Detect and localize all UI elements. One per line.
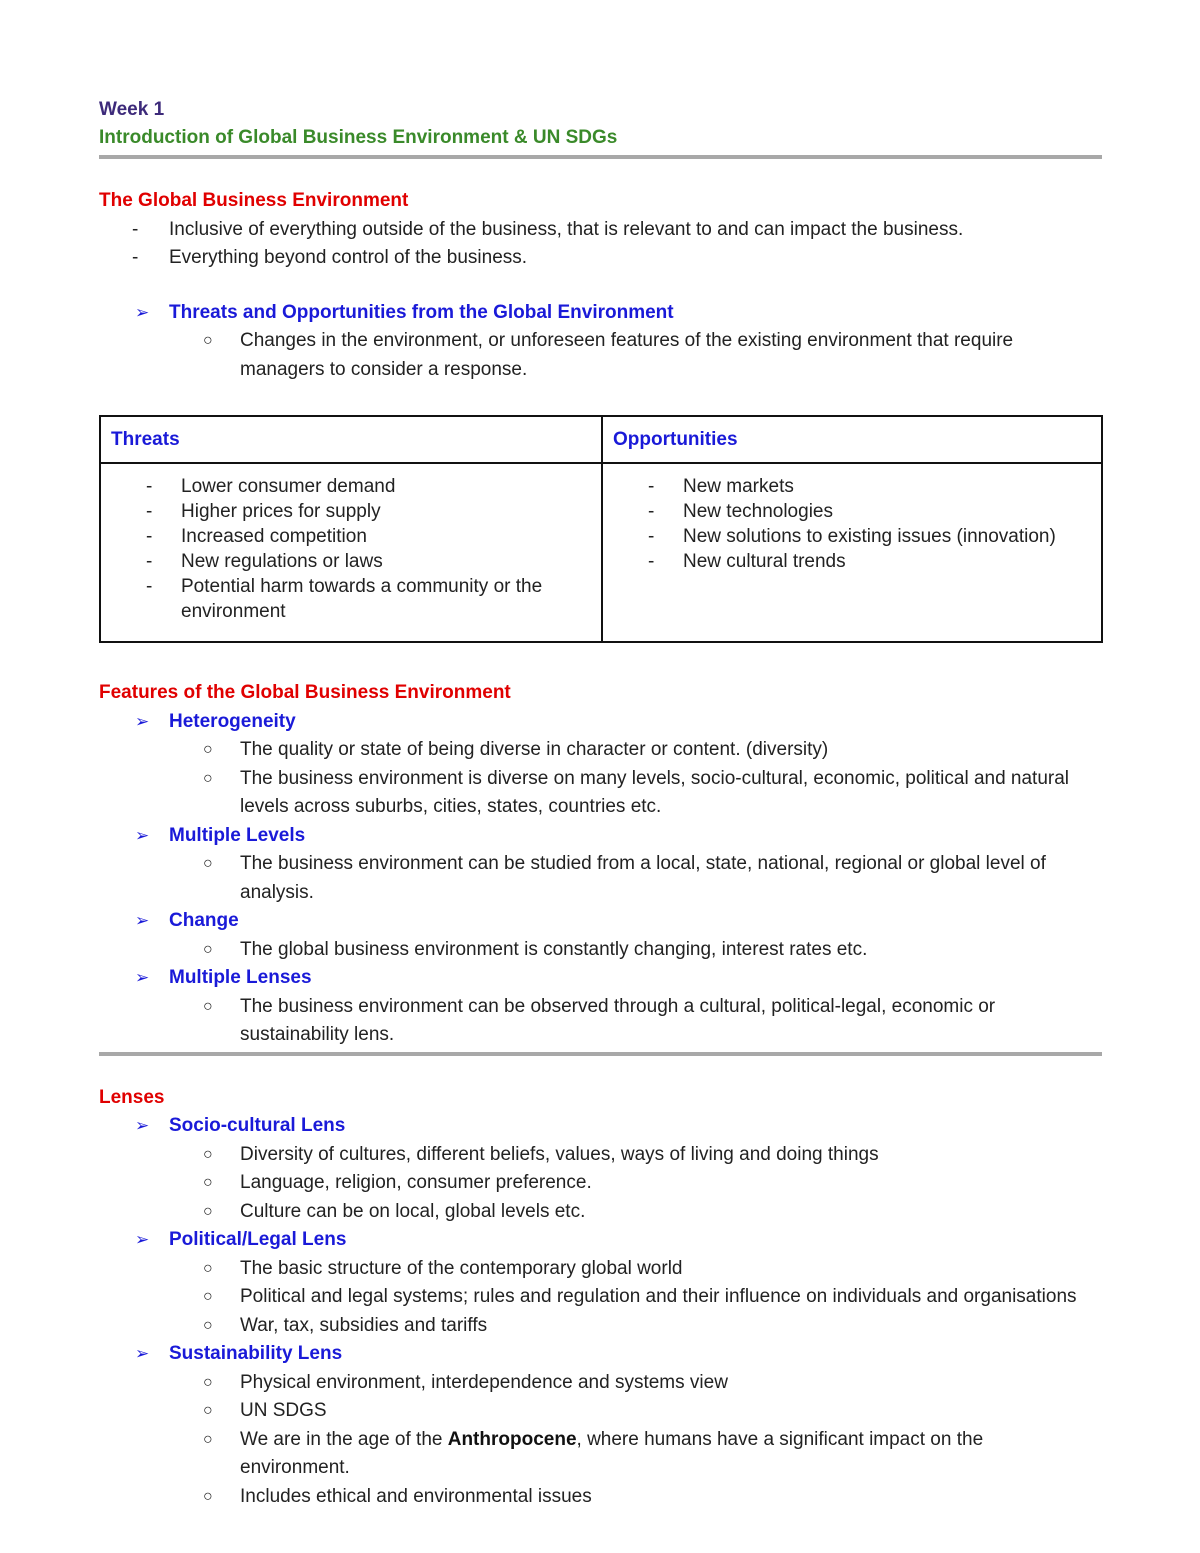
opportunities-header: Opportunities [602,416,1102,463]
lens-heading-socio-cultural: ➢ Socio-cultural Lens [99,1112,1102,1141]
list-item: ○ War, tax, subsidies and tariffs [99,1312,1102,1341]
circle-bullet-icon: ○ [203,1288,213,1305]
list-item: ○ The basic structure of the contemporary global world [99,1255,1102,1284]
subheading-threats-opportunities: ➢ Threats and Opportunities from the Global Environment [99,299,1102,328]
lens-heading-sustainability: ➢ Sustainability Lens [99,1340,1102,1369]
list-item: - Lower consumer demand [146,476,396,497]
week-label: Week 1 [99,99,165,120]
threats-opportunities-table [99,415,1103,643]
list-item: ○ Diversity of cultures, different beliefs, values, ways of living and doing things [99,1141,1102,1170]
list-item: ○ The business environment can be studied from a local, state, national, regional or global level of analysis. [99,850,1102,907]
feature-heading-heterogeneity: ➢ Heterogeneity [99,708,1102,737]
arrow-bullet-icon: ➢ [135,1116,150,1135]
list-item: ○ Culture can be on local, global levels etc. [99,1198,1102,1227]
arrow-bullet-icon: ➢ [135,711,150,731]
document-title: Introduction of Global Business Environment & UN SDGs [99,127,618,148]
circle-bullet-icon: ○ [203,1373,213,1391]
section-heading-lenses: Lenses [99,1086,165,1108]
list-item: ○ The quality or state of being diverse in character or content. (diversity) [99,736,1102,765]
sub-point-list [99,327,1102,384]
list-item: - Everything beyond control of the business. [99,244,1102,273]
list-item: ○ We are in the age of the Anthropocene, where humans have a significant impact on the environment. [99,1426,1102,1483]
list-item: - Inclusive of everything outside of the business, that is relevant to and can impact the business. [99,216,1102,245]
list-item: - New markets [648,476,794,497]
dash-bullet: - [132,247,139,268]
circle-bullet-icon: ○ [203,741,213,758]
list-item: - New solutions to existing issues (innovation) [648,526,1056,547]
arrow-bullet-icon: ➢ [135,911,150,930]
circle-bullet-icon: ○ [203,1402,213,1419]
opportunities-cell [602,463,1102,642]
opportunities-list [603,474,1101,574]
arrow-bullet-icon: ➢ [135,1344,150,1363]
arrow-bullet-icon: ➢ [135,1230,150,1249]
list-item: ○ Language, religion, consumer preference. [99,1169,1102,1198]
circle-bullet-icon: ○ [203,1259,213,1277]
feature-heading-multiple-lenses: ➢ Multiple Lenses [99,964,1102,993]
section-heading-global-business-environment: The Global Business Environment [99,190,409,211]
threats-cell [100,463,602,642]
threats-header: Threats [100,416,602,463]
list-item: - New regulations or laws [146,551,383,572]
circle-bullet-icon: ○ [203,332,213,349]
circle-bullet-icon: ○ [203,1487,213,1505]
list-item: ○ The business environment can be observed through a cultural, political-legal, economic or sustainability lens. [99,993,1102,1050]
list-item: ○ UN SDGS [99,1397,1102,1426]
circle-bullet-icon: ○ [203,1430,213,1448]
list-item: ○ Includes ethical and environmental issues [99,1483,1102,1512]
arrow-bullet-icon: ➢ [135,825,150,845]
threats-list [101,474,601,624]
arrow-bullet-icon: ➢ [135,302,150,322]
feature-heading-multiple-levels: ➢ Multiple Levels [99,822,1102,851]
arrow-bullet-icon: ➢ [135,968,150,987]
list-item: - Higher prices for supply [146,501,381,522]
list-item: - New cultural trends [648,551,846,572]
list-item: ○ Changes in the environment, or unforeseen features of the existing environment that require managers to consider a response. [99,327,1102,384]
circle-bullet-icon: ○ [203,997,213,1015]
document-page [99,96,1102,1511]
circle-bullet-icon: ○ [203,855,213,872]
list-item: ○ The global business environment is constantly changing, interest rates etc. [99,936,1102,965]
circle-bullet-icon: ○ [203,769,213,787]
circle-bullet-icon: ○ [203,1316,213,1334]
list-item: - Potential harm towards a community or the environment [146,576,543,622]
list-item: ○ Physical environment, interdependence and systems view [99,1369,1102,1398]
circle-bullet-icon: ○ [203,940,213,958]
list-item: - New technologies [648,501,833,522]
circle-bullet-icon: ○ [203,1202,213,1220]
definition-list [99,216,1102,273]
lens-heading-political-legal: ➢ Political/Legal Lens [99,1226,1102,1255]
circle-bullet-icon: ○ [203,1174,213,1191]
list-item: ○ The business environment is diverse on many levels, socio-cultural, economic, political and natural levels across suburbs, cities, states, countries etc. [99,765,1102,822]
circle-bullet-icon: ○ [203,1145,213,1163]
feature-heading-change: ➢ Change [99,907,1102,936]
list-item: - Increased competition [146,526,367,547]
dash-bullet: - [132,218,139,240]
list-item: ○ Political and legal systems; rules and regulation and their influence on individuals and organisations [99,1283,1102,1312]
section-heading-features: Features of the Global Business Environment [99,682,511,703]
anthropocene-term: Anthropocene [447,1428,577,1450]
